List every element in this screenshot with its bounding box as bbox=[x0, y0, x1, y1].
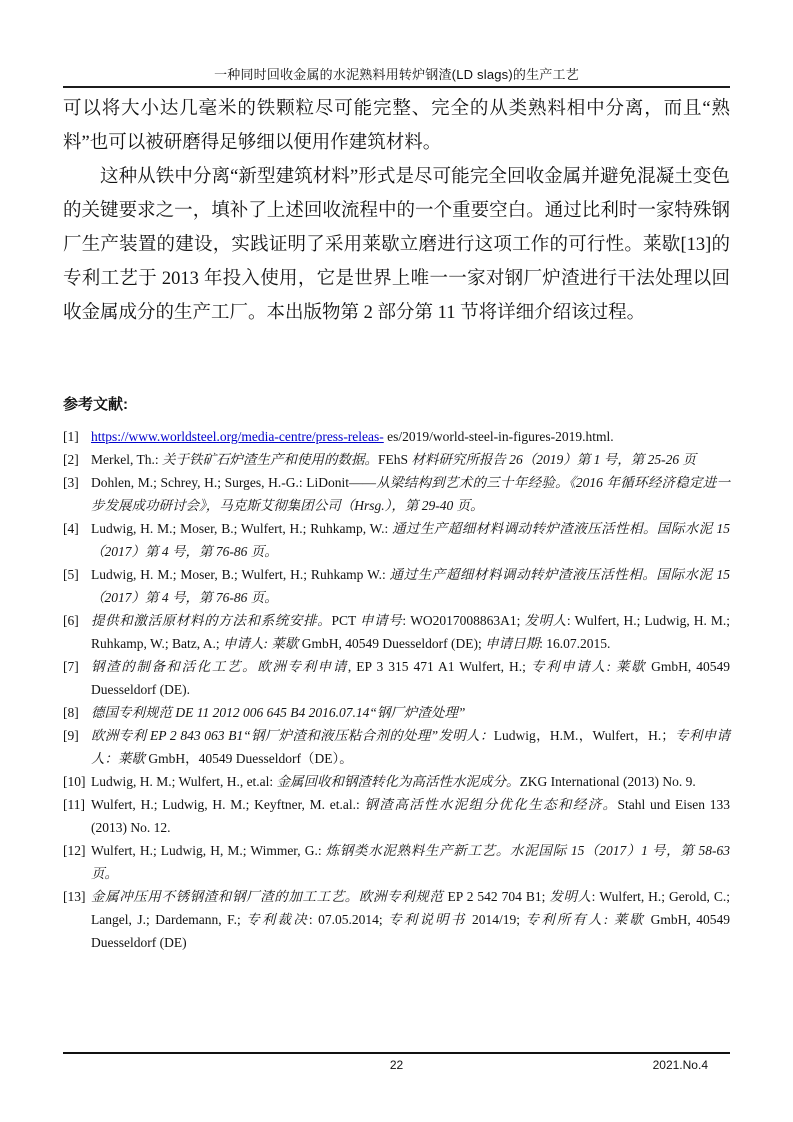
reference-number: [6] bbox=[63, 613, 79, 628]
reference-text-segment: : WO2017008863A1; bbox=[402, 613, 525, 628]
reference-text-segment: 专利裁决 bbox=[246, 912, 309, 927]
reference-number: [13] bbox=[63, 889, 86, 904]
reference-text-segment: : Wulfert, H.; Gerold, C.; Langel, J.; Dardemann, F.; bbox=[91, 889, 731, 927]
reference-text-segment: Ludwig, H. M.; Moser, B.; Wulfert, H.; Ruhkamp, W.: bbox=[91, 521, 393, 536]
page-header bbox=[63, 66, 730, 88]
reference-number: [9] bbox=[63, 728, 79, 743]
reference-text-segment: Wulfert, H.; Ludwig, H, M.; Wimmer, G.: bbox=[91, 843, 326, 858]
reference-text bbox=[91, 429, 614, 444]
reference-text-segment: Stahl und Eisen 133 (2013) No. 12. bbox=[91, 797, 730, 835]
reference-item-13 bbox=[63, 885, 730, 954]
reference-text-segment: 专利申请人：莱歇 bbox=[91, 728, 731, 766]
reference-text-segment: PCT bbox=[331, 613, 360, 628]
reference-text-segment: Merkel, Th.: bbox=[91, 452, 162, 467]
reference-item-3 bbox=[63, 471, 730, 517]
reference-text-segment: 欧洲专利 EP 2 843 063 B1“钢厂炉渣和液压粘合剂的处理”发明人： bbox=[91, 728, 494, 743]
reference-text-segment: ZKG International (2013) No. 9. bbox=[519, 774, 696, 789]
reference-number: [1] bbox=[63, 429, 79, 444]
running-title: 一种同时回收金属的水泥熟料用转炉钢渣(LD slags)的生产工艺 bbox=[214, 67, 579, 82]
reference-number: [4] bbox=[63, 521, 79, 536]
reference-text-segment: 关于铁矿石炉渣生产和使用的数据。 bbox=[162, 452, 378, 467]
reference-text bbox=[91, 889, 730, 950]
reference-text-segment: 提供和激活原材料的方法和系统安排。 bbox=[91, 613, 332, 628]
reference-text-segment: 申请人: 莱歇 bbox=[223, 636, 299, 651]
reference-text-segment: 炼钢类水泥熟料生产新工艺。水泥国际 15（2017）1 号，第 58-63 页。 bbox=[91, 843, 730, 881]
reference-number: [10] bbox=[63, 774, 86, 789]
paragraph-2: 这种从铁中分离“新型建筑材料”形式是尽可能完全回收金属并避免混凝土变色的关键要求之一，填补了上述回收流程中的一个重要空白。通过比利时一家特殊钢厂生产装置的建设，实践证明了采用莱歇立磨进行这项工作的可行性。莱歇[13]的专利工艺于 2013 年投入使用，它是世界上唯一一家对钢厂炉渣进行干法处理以回收金属成分的生产工厂。本出版物第 2 部分第 11 节将详细介绍该过程。 bbox=[63, 167, 730, 323]
reference-number: [12] bbox=[63, 843, 86, 858]
reference-text-segment: 2014/19; bbox=[466, 912, 526, 927]
reference-text-segment: 从梁结构到艺术的三十年经验。《2016 年循环经济稳定进一步发展成功研讨会》，马克斯艾彻集团公司（Hrsg.），第 29-40 页。 bbox=[91, 475, 731, 513]
paragraph-1: 可以将大小达几毫米的铁颗粒尽可能完整、完全的从类熟料相中分离，而且“熟料”也可以被研磨得足够细以便用作建筑材料。 bbox=[63, 99, 730, 153]
reference-text-segment: 专利所有人: 莱歇 bbox=[525, 912, 646, 927]
reference-text-segment: 钢渣高活性水泥组分优化生态和经济。 bbox=[364, 797, 618, 812]
reference-text-segment: Dohlen, M.; Schrey, H.; Surges, H.-G.: LiDonit—— bbox=[91, 475, 377, 490]
footer-row bbox=[63, 1054, 730, 1076]
reference-text-segment: : 07.05.2014; bbox=[308, 912, 389, 927]
reference-text-segment: 钢渣的制备和活化工艺。欧洲专利申请 bbox=[91, 659, 348, 674]
reference-text bbox=[91, 705, 465, 720]
reference-text-segment: Ludwig，H.M.，Wulfert，H.； bbox=[493, 728, 675, 743]
reference-text-segment: 发明人 bbox=[549, 889, 592, 904]
reference-text-segment: GmbH, 40549 Duesseldorf (DE); bbox=[298, 636, 486, 651]
issue-label: 2021.No.4 bbox=[652, 1058, 708, 1072]
reference-text-segment: 发明人 bbox=[524, 613, 567, 628]
body-text bbox=[63, 92, 730, 330]
page-footer bbox=[63, 1052, 730, 1076]
reference-item-8 bbox=[63, 701, 730, 724]
reference-text bbox=[91, 521, 730, 559]
reference-item-12 bbox=[63, 839, 730, 885]
reference-text-segment: 申请日期 bbox=[485, 636, 540, 651]
reference-text-segment: 专利说明书 bbox=[388, 912, 467, 927]
reference-url-link[interactable]: https://www.worldsteel.org/media-centre/press-releas- bbox=[91, 429, 384, 444]
reference-text bbox=[91, 452, 696, 467]
reference-text-segment: Ludwig, H. M.; Wulfert, H., et.al: bbox=[91, 774, 277, 789]
reference-item-6 bbox=[63, 609, 730, 655]
reference-number: [7] bbox=[63, 659, 79, 674]
reference-number: [8] bbox=[63, 705, 79, 720]
reference-text-segment: Wulfert, H.; Ludwig, H. M.; Keyftner, M. et.al.: bbox=[91, 797, 365, 812]
reference-text-segment: 专利申请人: 莱歇 bbox=[530, 659, 647, 674]
reference-text-segment: FEhS bbox=[378, 452, 412, 467]
reference-text-segment: es/2019/world-steel-in-figures-2019.html. bbox=[383, 429, 614, 444]
reference-text bbox=[91, 728, 730, 766]
reference-number: [3] bbox=[63, 475, 79, 490]
reference-text-segment: 通过生产超细材料调动转炉渣液压活性相。国际水泥 15（2017）第 4 号，第 76-86 页。 bbox=[91, 521, 730, 559]
reference-text-segment: 申请号 bbox=[359, 613, 403, 628]
references-heading: 参考文献: bbox=[63, 396, 128, 413]
reference-text bbox=[91, 659, 730, 697]
reference-text bbox=[91, 475, 730, 513]
reference-text-segment: 德国专利规范 DE 11 2012 006 645 B4 2016.07.14“钢厂炉渣处理” bbox=[91, 705, 466, 720]
reference-text bbox=[91, 797, 730, 835]
reference-item-7 bbox=[63, 655, 730, 701]
references-section bbox=[63, 396, 730, 954]
reference-item-2 bbox=[63, 448, 730, 471]
reference-number: [2] bbox=[63, 452, 79, 467]
reference-text-segment: Ludwig, H. M.; Moser, B.; Wulfert, H.; Ruhkamp W.: bbox=[91, 567, 390, 582]
reference-text-segment: , EP 3 315 471 A1 Wulfert, H.; bbox=[347, 659, 531, 674]
reference-text-segment: GmbH，40549 Duesseldorf（DE）。 bbox=[145, 751, 353, 766]
reference-text-segment: : Wulfert, H.; Ludwig, H. M.; Ruhkamp, W.; Batz, A.; bbox=[91, 613, 731, 651]
reference-list bbox=[63, 425, 730, 954]
reference-number: [5] bbox=[63, 567, 79, 582]
reference-text bbox=[91, 567, 730, 605]
reference-item-4 bbox=[63, 517, 730, 563]
reference-text bbox=[91, 774, 696, 789]
reference-text bbox=[91, 613, 730, 651]
reference-item-11 bbox=[63, 793, 730, 839]
reference-text-segment: : 16.07.2015. bbox=[539, 636, 611, 651]
reference-item-9 bbox=[63, 724, 730, 770]
page-number: 22 bbox=[389, 1058, 404, 1072]
reference-text-segment: 金属冲压用不锈钢渣和钢厂渣的加工工艺。欧洲专利规范 bbox=[91, 889, 444, 904]
reference-item-10 bbox=[63, 770, 730, 793]
reference-text bbox=[91, 843, 730, 881]
reference-text-segment: GmbH, 40549 Duesseldorf (DE). bbox=[91, 659, 731, 697]
reference-text-segment: 通过生产超细材料调动转炉渣液压活性相。国际水泥 15（2017）第 4 号，第 76-86 页。 bbox=[91, 567, 730, 605]
reference-text-segment: EP 2 542 704 B1; bbox=[443, 889, 550, 904]
reference-item-1 bbox=[63, 425, 730, 448]
reference-number: [11] bbox=[63, 797, 85, 812]
reference-text-segment: 金属回收和钢渣转化为高活性水泥成分。 bbox=[276, 774, 520, 789]
reference-item-5 bbox=[63, 563, 730, 609]
header-rule bbox=[63, 86, 730, 88]
reference-text-segment: GmbH, 40549 Duesseldorf (DE) bbox=[91, 912, 731, 950]
reference-text-segment: 材料研究所报告 26（2019）第 1 号，第 25-26 页 bbox=[411, 452, 697, 467]
